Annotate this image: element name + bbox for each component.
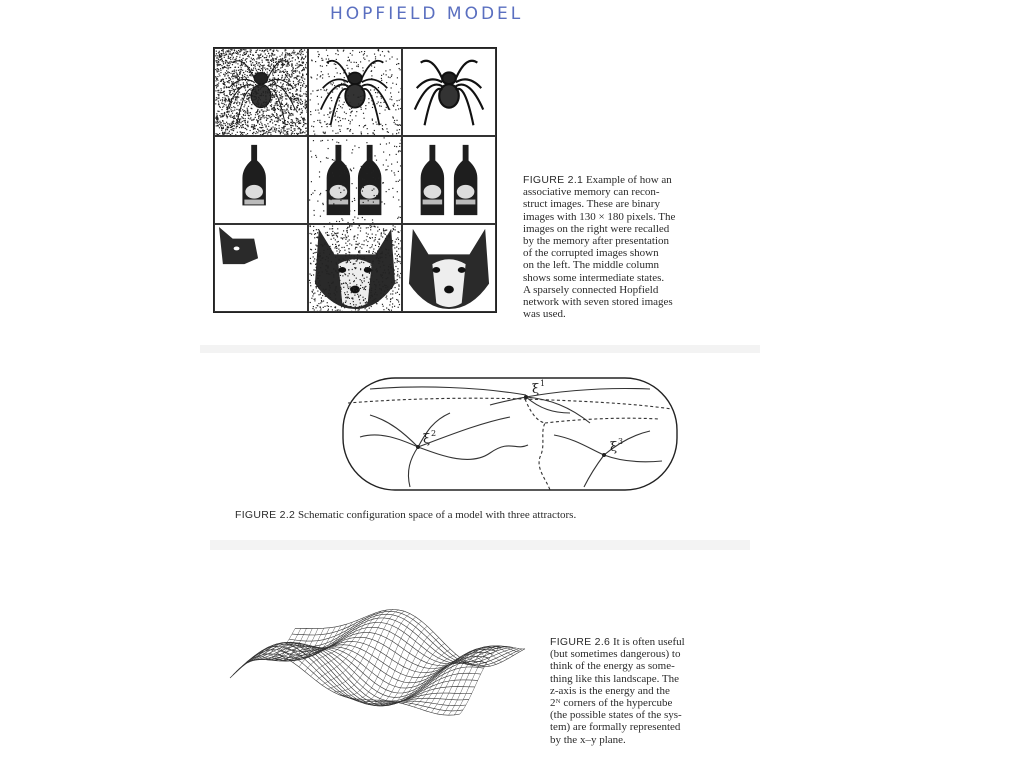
spider-intermediate-image bbox=[308, 48, 402, 136]
attractor-label-xi-3: ξ bbox=[610, 440, 618, 455]
dog-recalled-image bbox=[402, 224, 496, 312]
figure-2-6-energy-landscape bbox=[222, 578, 527, 733]
flow-line bbox=[526, 388, 650, 397]
figure-2-2-caption bbox=[235, 509, 755, 521]
caption-line: A sparsely connected Hopfield bbox=[523, 283, 659, 296]
attractor-point bbox=[602, 453, 606, 457]
bottle-shape bbox=[421, 145, 444, 215]
figure-2-6-caption bbox=[550, 636, 755, 746]
dog-face-shape bbox=[409, 229, 489, 309]
bottles-intermediate-image bbox=[308, 136, 402, 224]
flow-line bbox=[370, 415, 418, 447]
spider-noisy-image bbox=[214, 48, 308, 136]
caption-line: tem) are formally represented bbox=[550, 721, 681, 734]
bottle-corrupted-image bbox=[214, 136, 308, 224]
figure-2-2-label: FIGURE 2.2 bbox=[235, 509, 296, 521]
dashed-basin-boundary bbox=[525, 399, 550, 490]
scan-artifact bbox=[210, 540, 750, 550]
caption-line: It is often useful bbox=[612, 636, 685, 648]
bottle-shape bbox=[358, 145, 381, 215]
spider-shape bbox=[321, 61, 389, 126]
caption-line: (but sometimes dangerous) to bbox=[550, 648, 681, 661]
caption-line: associative memory can recon- bbox=[523, 186, 660, 199]
caption-line: shows some intermediate states. bbox=[523, 271, 665, 284]
erased-region bbox=[215, 205, 307, 223]
bottle-shape bbox=[242, 145, 265, 215]
scan-artifact bbox=[200, 345, 760, 353]
noise-texture bbox=[309, 137, 401, 223]
caption-line: of the corrupted images shown bbox=[523, 247, 659, 260]
flow-line bbox=[370, 387, 526, 395]
flow-line bbox=[360, 435, 418, 447]
caption-line: Example of how an bbox=[585, 174, 672, 186]
caption-line: network with seven stored images bbox=[523, 296, 673, 309]
flow-line bbox=[418, 445, 528, 459]
attractor-index-1: 1 bbox=[540, 379, 546, 388]
attractor-label-xi-1: ξ bbox=[532, 382, 540, 397]
page-title: HOPFIELD MODEL bbox=[330, 4, 524, 24]
attractor-label-xi-2: ξ bbox=[423, 432, 431, 447]
caption-line: thing like this landscape. The bbox=[550, 672, 680, 685]
flow-line bbox=[554, 435, 604, 455]
flow-line bbox=[604, 455, 662, 462]
caption-line: by the memory after presentation bbox=[523, 235, 670, 248]
dog-intermediate-image bbox=[308, 224, 402, 312]
attractor-index-2: 2 bbox=[431, 429, 437, 438]
bottles-recalled-image bbox=[402, 136, 496, 224]
caption-line: on the left. The middle column bbox=[523, 259, 660, 272]
attractor-point bbox=[524, 395, 528, 399]
caption-line: z-axis is the energy and the bbox=[550, 684, 670, 697]
caption-line: (the possible states of the sys- bbox=[550, 709, 682, 722]
caption-line: was used. bbox=[523, 308, 566, 321]
spider-recalled-image bbox=[402, 48, 496, 136]
caption-text: Schematic configuration space of a model with three attractors. bbox=[297, 509, 577, 521]
flow-line bbox=[584, 455, 604, 487]
caption-line: images on the right were recalled bbox=[523, 222, 670, 235]
figure-2-1-caption bbox=[523, 174, 751, 320]
caption-line: by the x–y plane. bbox=[550, 733, 626, 746]
configuration-space-boundary bbox=[343, 378, 677, 490]
figure-2-1-label: FIGURE 2.1 bbox=[523, 174, 584, 186]
bottle-shape bbox=[454, 145, 477, 215]
caption-line: 2ᴺ corners of the hypercube bbox=[550, 697, 673, 710]
caption-line: think of the energy as some- bbox=[550, 660, 675, 673]
caption-line: images with 130 × 180 pixels. The bbox=[523, 210, 676, 223]
dashed-basin-boundary bbox=[545, 418, 660, 423]
figure-2-1-image-grid bbox=[213, 47, 497, 313]
attractor-index-3: 3 bbox=[618, 437, 624, 446]
figure-2-6-label: FIGURE 2.6 bbox=[550, 636, 611, 648]
dog-fragment bbox=[219, 227, 258, 264]
attractor-point bbox=[416, 445, 420, 449]
figure-2-2-configuration-space-diagram bbox=[340, 375, 680, 495]
caption-line: struct images. These are binary bbox=[523, 198, 660, 211]
landscape-mesh bbox=[230, 610, 525, 716]
bottle-shape bbox=[327, 145, 350, 215]
spider-shape bbox=[415, 61, 483, 126]
flow-line bbox=[408, 447, 418, 487]
dog-corrupted-image bbox=[214, 224, 308, 312]
